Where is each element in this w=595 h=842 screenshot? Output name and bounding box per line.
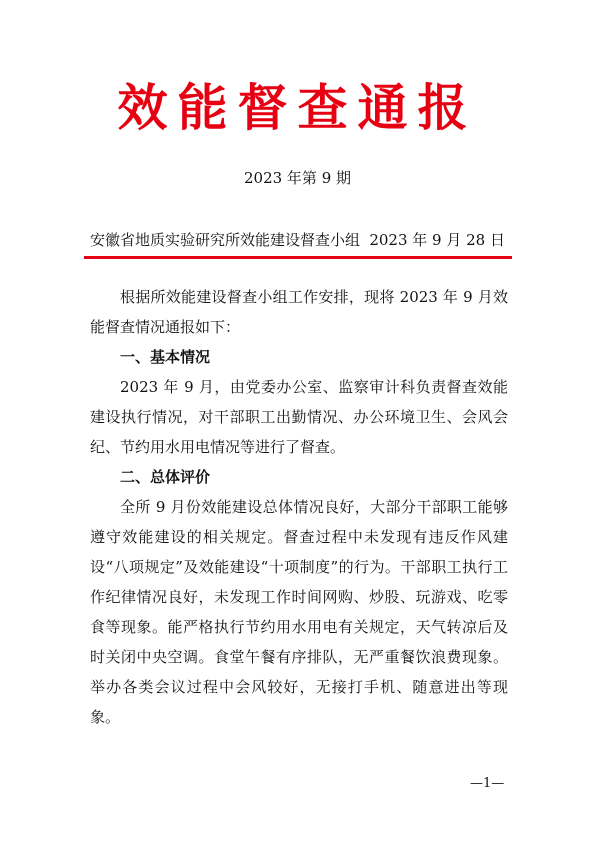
page-number: —1— [470, 776, 505, 791]
issuing-organization: 安徽省地质实验研究所效能建设督查小组 [90, 231, 361, 249]
intro-paragraph: 根据所效能建设督查小组工作安排，现将 2023 年 9 月效能督查情况通报如下： [90, 288, 508, 336]
section-heading-basic-situation: 一、基本情况 [120, 348, 211, 366]
red-divider-rule [84, 256, 512, 259]
document-body [90, 282, 508, 732]
section-text-basic-situation: 2023 年 9 月，由党委办公室、监察审计科负责督查效能建设执行情况，对干部职工出勤情况、办公环境卫生、会风会纪、节约用水用电情况等进行了督查。 [90, 378, 508, 456]
section-text-overall-evaluation: 全所 9 月份效能建设总体情况良好，大部分干部职工能够遵守效能建设的相关规定。督查过程中未发现有违反作风建设“八项规定”及效能建设“十项制度”的行为。干部职工执行工作纪律情况良好，未发现工作时间网购、炒股、玩游戏、吃零食等现象。能严格执行节约用水用电有关规定，天气转凉后及时关闭中央空调。食堂午餐有序排队，无严重餐饮浪费现象。举办各类会议过程中会风较好，无接打手机、随意进出等现象。 [90, 498, 508, 726]
section-heading-overall-evaluation: 二、总体评价 [120, 468, 211, 486]
issue-date: 2023 年 9 月 28 日 [369, 231, 505, 249]
issue-number: 2023 年第 9 期 [243, 169, 352, 187]
issuer-line [90, 230, 505, 250]
masthead-title: 效能督查通报 [117, 78, 478, 137]
